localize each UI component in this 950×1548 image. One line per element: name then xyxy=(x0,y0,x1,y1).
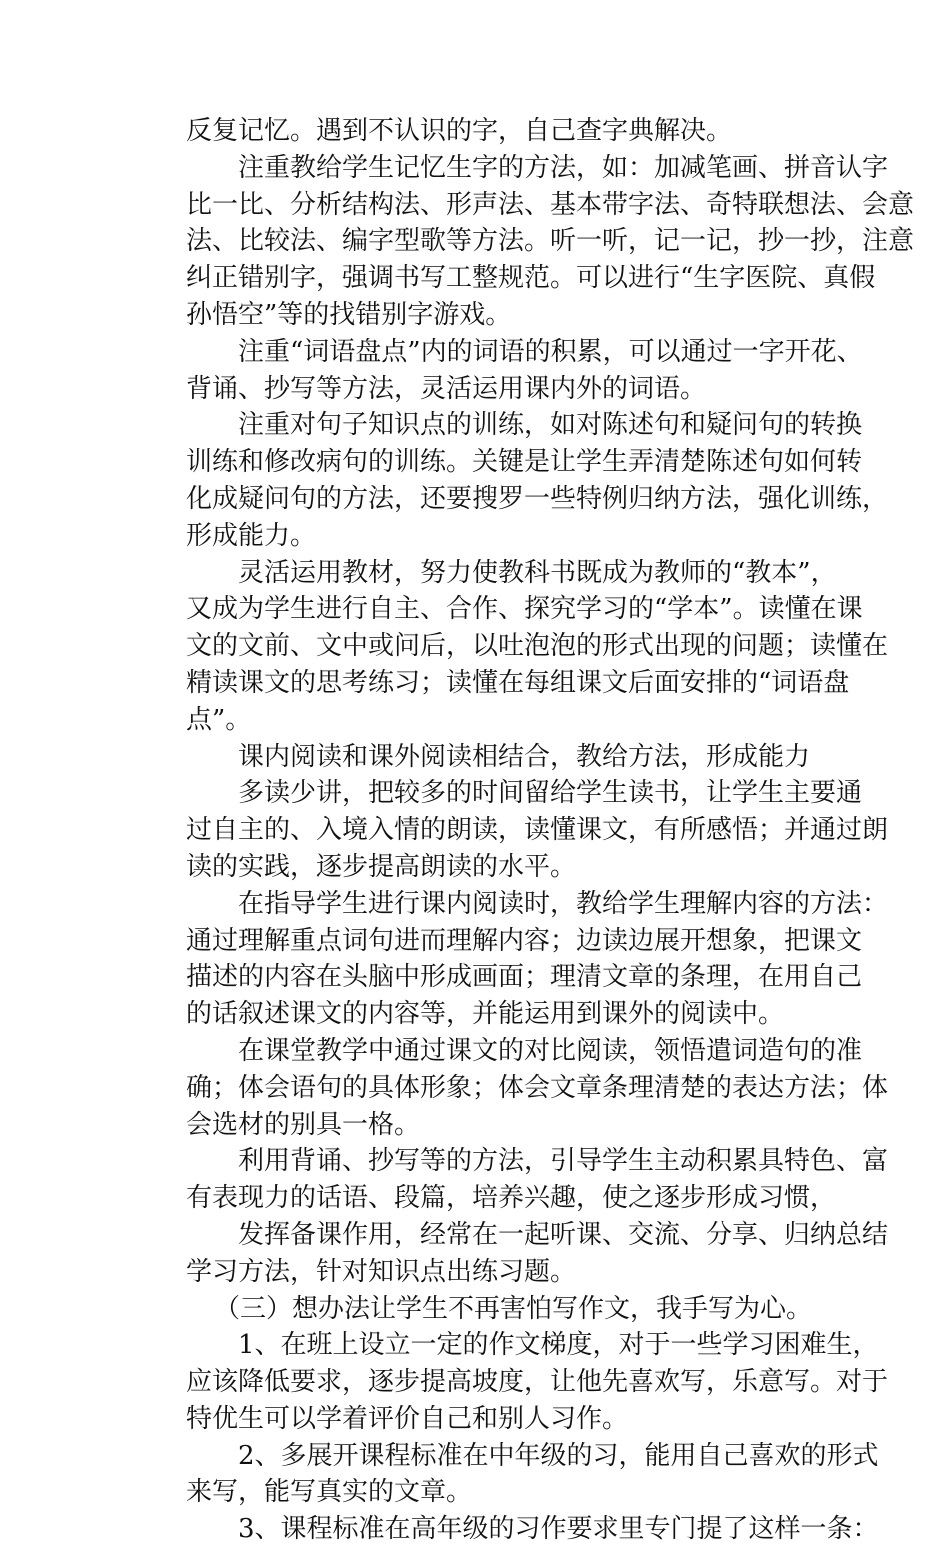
text-line: 利用背诵、抄写等的方法，引导学生主动积累具特色、富 xyxy=(238,1146,889,1177)
text-line: 确；体会语句的具体形象；体会文章条理清楚的表达方法；体 xyxy=(186,1072,889,1103)
text-line: 来写，能写真实的文章。 xyxy=(186,1477,473,1508)
text-line: 特优生可以学着评价自己和别人习作。 xyxy=(186,1403,629,1434)
text-line: 背诵、抄写等方法，灵活运用课内外的词语。 xyxy=(186,373,707,404)
text-line: 注重“词语盘点”内的词语的积累，可以通过一字开花、 xyxy=(238,336,863,367)
section-heading-line: （三）想办法让学生不再害怕写作文，我手写为心。 xyxy=(214,1293,813,1324)
text-line: 纠正错别字，强调书写工整规范。可以进行“生字医院、真假 xyxy=(186,263,876,294)
text-line: 灵活运用教材，努力使教科书既成为教师的“教本”， xyxy=(238,557,837,588)
text-line: 过自主的、入境入情的朗读，读懂课文，有所感悟；并通过朗 xyxy=(186,815,889,846)
text-line: 训练和修改病句的训练。关键是让学生弄清楚陈述句如何转 xyxy=(186,447,863,478)
text-line: 精读课文的思考练习；读懂在每组课文后面安排的“词语盘 xyxy=(186,667,850,698)
text-line: 学习方法，针对知识点出练习题。 xyxy=(186,1256,577,1287)
text-line: 1、在班上设立一定的作文梯度，对于一些学习困难生， xyxy=(238,1330,879,1361)
text-line: 注重教给学生记忆生字的方法，如：加减笔画、拼音认字 xyxy=(238,152,889,183)
text-line: 的话叙述课文的内容等，并能运用到课外的阅读中。 xyxy=(186,999,785,1030)
document-body xyxy=(186,113,915,1548)
text-line: 多读少讲，把较多的时间留给学生读书，让学生主要通 xyxy=(238,778,863,809)
text-line: 化成疑问句的方法，还要搜罗一些特例归纳方法，强化训练， xyxy=(186,483,889,514)
text-line: 点”。 xyxy=(186,704,252,735)
text-line: 发挥备课作用，经常在一起听课、交流、分享、归纳总结 xyxy=(238,1219,889,1250)
text-line: 在指导学生进行课内阅读时，教给学生理解内容的方法： xyxy=(238,888,889,919)
text-line: 孙悟空”等的找错别字游戏。 xyxy=(186,299,512,330)
text-line: 注重对句子知识点的训练，如对陈述句和疑问句的转换 xyxy=(238,410,863,441)
text-line: 读的实践，逐步提高朗读的水平。 xyxy=(186,851,577,882)
text-line: 课内阅读和课外阅读相结合，教给方法，形成能力 xyxy=(238,741,811,772)
text-line: 反复记忆。遇到不认识的字，自己查字典解决。 xyxy=(186,116,733,146)
text-line: 文的文前、文中或问后，以吐泡泡的形式出现的问题；读懂在 xyxy=(186,631,889,662)
text-line: 比一比、分析结构法、形声法、基本带字法、奇特联想法、会意 xyxy=(186,189,915,220)
text-line: 应该降低要求，逐步提高坡度，让他先喜欢写，乐意写。对于 xyxy=(186,1367,889,1398)
text-line: 又成为学生进行自主、合作、探究学习的“学本”。读懂在课 xyxy=(186,594,863,625)
text-line: 形成能力。 xyxy=(186,520,317,551)
text-line: 2、多展开课程标准在中年级的习，能用自己喜欢的形式 xyxy=(238,1440,879,1471)
text-line: 有表现力的话语、段篇，培养兴趣，使之逐步形成习惯， xyxy=(186,1183,837,1214)
text-line: 在课堂教学中通过课文的对比阅读，领悟遣词造句的准 xyxy=(238,1035,863,1066)
text-line: 通过理解重点词句进而理解内容；边读边展开想象，把课文 xyxy=(186,925,863,956)
text-line: 3、课程标准在高年级的习作要求里专门提了这样一条： xyxy=(238,1514,879,1545)
text-line: 描述的内容在头脑中形成画面；理清文章的条理，在用自己 xyxy=(186,962,863,993)
text-line: 会选材的别具一格。 xyxy=(186,1109,421,1140)
text-line: 法、比较法、编字型歌等方法。听一听，记一记，抄一抄，注意 xyxy=(186,226,915,257)
